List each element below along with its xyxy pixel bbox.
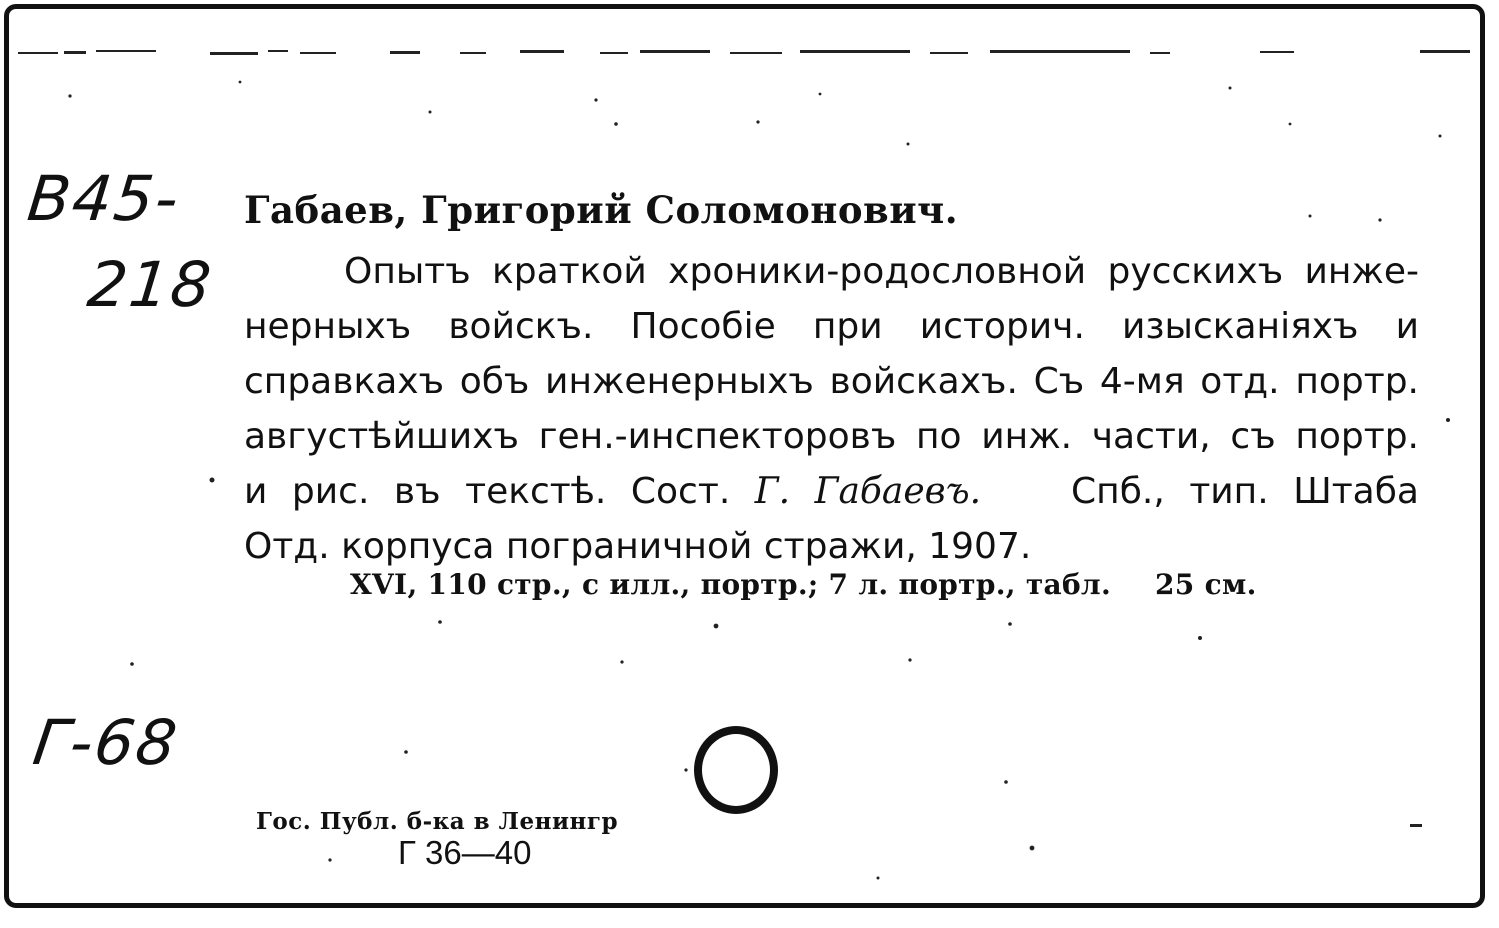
library-stamp: Гос. Публ. б-ка в Ленингр (256, 808, 619, 835)
collation-size: 25 см. (1155, 568, 1257, 601)
publisher-start: Спб., тип. Штаба (1071, 471, 1419, 512)
collation-pages: XVI, 110 стр., с илл., портр.; 7 л. портр., табл. (350, 568, 1112, 601)
illustration-note: и рис. въ текстѣ. Сост. (244, 471, 755, 512)
author-heading: Габаев, Григорий Соломонович. (244, 188, 959, 232)
description-line: Опытъ краткой хроники-родословной русскихъ инже- (344, 251, 1419, 292)
compiler-name: Г. Габаевъ. (754, 471, 982, 512)
description-line-imprint: Отд. корпуса пограничной стражи, 1907. (244, 526, 1032, 567)
description-line: нерныхъ войскъ. Пособіе при историч. изысканіяхъ и (244, 306, 1419, 347)
shelf-mark-line1: B45- (24, 162, 184, 235)
shelf-mark-line2: 218 (84, 248, 217, 321)
stamp-number: Г 36—40 (398, 834, 532, 871)
call-number: Г-68 (28, 706, 183, 779)
description-line-publisher (244, 464, 1419, 519)
bibliographic-description (244, 244, 1419, 574)
collation (350, 568, 1257, 601)
description-line: справкахъ объ инженерныхъ войскахъ. Съ 4-мя отд. портр. (244, 361, 1419, 402)
description-line: августѣйшихъ ген.-инспекторовъ по инж. части, съ портр. (244, 416, 1419, 457)
punch-hole (694, 726, 778, 814)
